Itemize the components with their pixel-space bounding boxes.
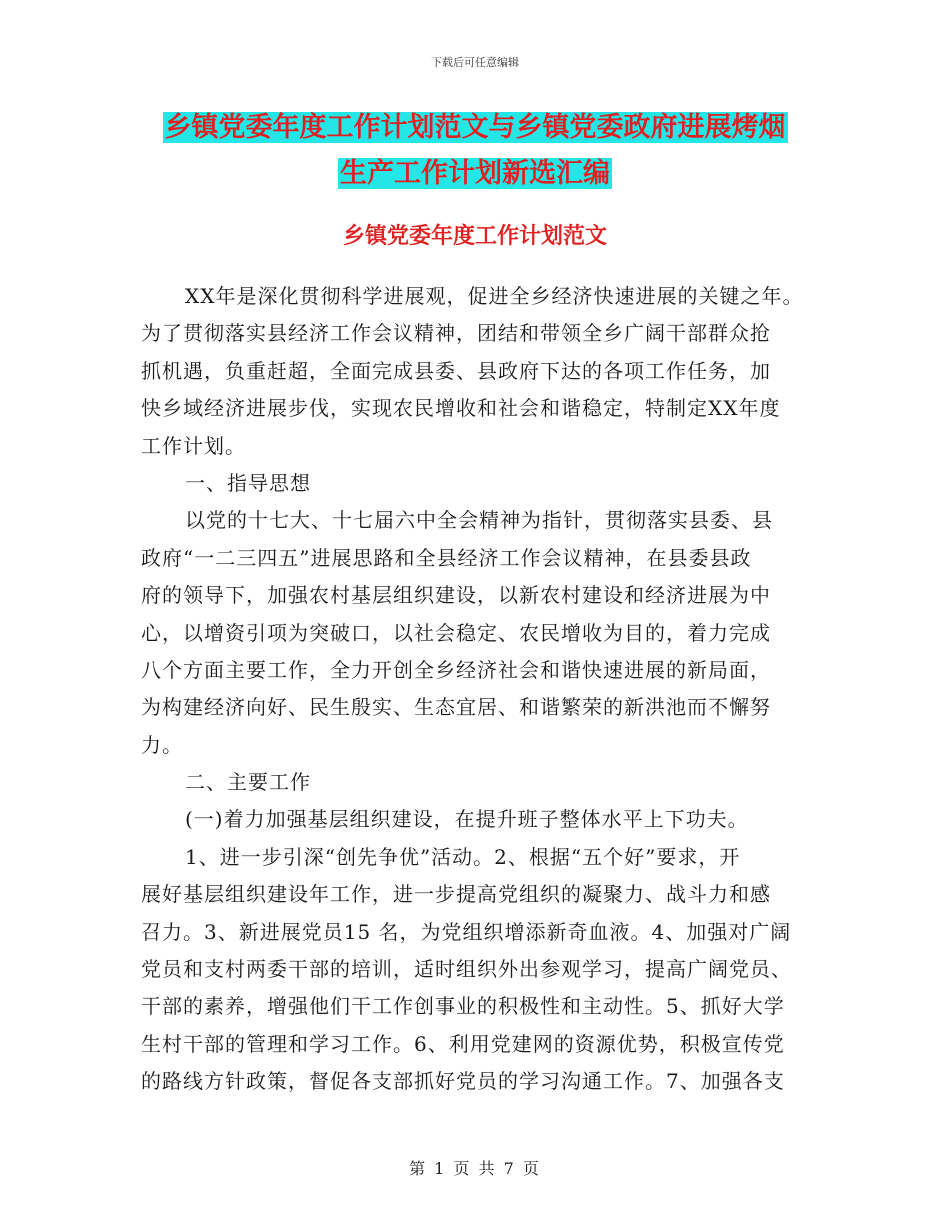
paragraph-line: 的路线方针政策，督促各支部抓好党员的学习沟通工作。7、加强各支: [141, 1069, 785, 1094]
paragraph-line: 府的领导下，加强农村基层组织建设，以新农村建设和经济进展为中: [141, 583, 771, 608]
page-header-note: 下载后可任意编辑: [431, 56, 519, 69]
section-title: 乡镇党委年度工作计划范文: [342, 224, 607, 249]
paragraph-line: XX年是深化贯彻科学进展观，促进全乡经济快速进展的关键之年。: [185, 284, 804, 308]
paragraph-line: 以党的十七大、十七届六中全会精神为指针，贯彻落实县委、县: [185, 508, 773, 533]
page-number-footer: 第 1 页 共 7 页: [409, 1159, 541, 1178]
document-title-line-2: 生产工作计划新选汇编: [340, 158, 610, 189]
document-title-line-1: 乡镇党委年度工作计划范文与乡镇党委政府进展烤烟: [164, 112, 786, 143]
document-body: [141, 278, 821, 1101]
paragraph-line: 干部的素养，增强他们干工作创事业的积极性和主动性。5、抓好大学: [141, 994, 785, 1019]
paragraph-line: 八个方面主要工作，全力开创全乡经济社会和谐快速进展的新局面，: [141, 657, 771, 682]
section-heading: 二、主要工作: [185, 770, 311, 795]
paragraph-line: 为构建经济向好、民生殷实、生态宜居、和谐繁荣的新洪池而不懈努: [141, 695, 771, 720]
paragraph-line: 1、进一步引深“创先争优”活动。2、根据“五个好”要求，开: [185, 844, 741, 869]
paragraph-line: 政府“一二三四五”进展思路和全县经济工作会议精神，在县委县政: [141, 545, 752, 570]
paragraph-line: 党员和支村两委干部的培训，适时组织外出参观学习，提高广阔党员、: [141, 957, 792, 982]
subsection-heading: (一)着力加强基层组织建设，在提升班子整体水平上下功夫。: [185, 807, 749, 832]
paragraph-line: 工作计划。: [141, 433, 246, 458]
paragraph-line: 抓机遇，负重赶超，全面完成县委、县政府下达的各项工作任务，加: [141, 358, 771, 383]
paragraph-line: 为了贯彻落实县经济工作会议精神，团结和带领全乡广阔干部群众抢: [141, 321, 771, 346]
paragraph-line: 力。: [141, 732, 183, 757]
paragraph-line: 心，以增资引项为突破口，以社会稳定、农民增收为目的，着力完成: [141, 620, 771, 645]
paragraph-line: 生村干部的管理和学习工作。6、利用党建网的资源优势，积极宣传党: [141, 1031, 785, 1056]
paragraph-line: 快乡域经济进展步伐，实现农民增收和社会和谐稳定，特制定XX年度: [141, 396, 781, 421]
paragraph-line: 召力。3、新进展党员15 名，为党组织增添新奇血液。4、加强对广阔: [141, 919, 792, 944]
section-heading: 一、指导思想: [185, 470, 311, 495]
paragraph-line: 展好基层组织建设年工作，进一步提高党组织的凝聚力、战斗力和感: [141, 882, 771, 907]
